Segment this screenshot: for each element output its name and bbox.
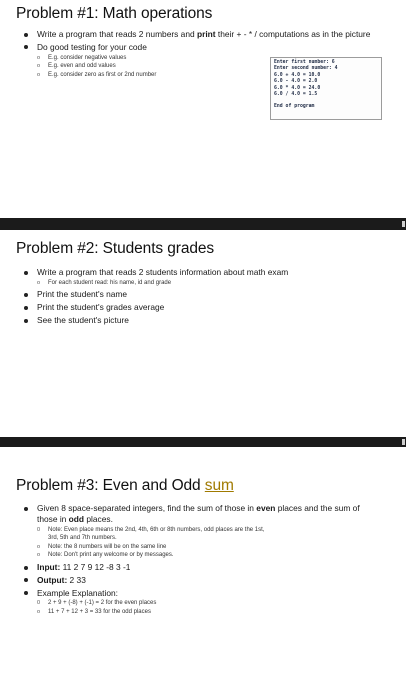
sub-even-odd: o E.g. even and odd values <box>37 62 267 71</box>
slide-1 <box>0 0 406 218</box>
slide-1-title: Problem #1: Math operations <box>16 5 213 22</box>
console-output <box>270 57 382 120</box>
sub-zero: o E.g. consider zero as first or 2nd number <box>37 71 267 80</box>
slide-3-bullets <box>23 503 379 619</box>
bullet-print-average: Print the student's grades average <box>23 302 383 313</box>
console-footer: End of program <box>274 104 315 110</box>
bullet-write-program: Write a program that reads 2 numbers and print their + - * / computations as in the picture <box>23 29 375 40</box>
console-line: 6.0 * 4.0 = 24.0 <box>274 85 321 91</box>
slide-3 <box>0 447 406 697</box>
sub-read-fields: o For each student read: his name, id and grade <box>37 279 383 288</box>
bullet-testing: Do good testing for your code o E.g. consider negative values o E.g. even and odd values o E.g. consider zero as first or 2nd number <box>23 42 267 80</box>
bullet-read-students: Write a program that reads 2 students information about math exam o For each student read: his name, id and grade <box>23 267 383 287</box>
slide-2-bullets <box>23 267 383 328</box>
console-line: Enter first number: 6 <box>274 60 335 65</box>
slide-divider <box>0 437 406 447</box>
console-line: 6.0 - 4.0 = 2.0 <box>274 79 318 85</box>
bullet-example: Example Explanation: 0 2 + 9 + (-8) + (-1) = 2 for the even places o 11 + 7 + 12 + 3 = 33 for the odd places <box>23 588 379 617</box>
slide-2-title: Problem #2: Students grades <box>16 240 215 257</box>
bullet-see-picture: See the student's picture <box>23 315 383 326</box>
testing-subbullets <box>37 54 267 80</box>
bullet-input: Input: 11 2 7 9 12 -8 3 -1 <box>23 562 379 573</box>
console-line: 6.0 / 4.0 = 1.5 <box>274 92 318 98</box>
example-odd-sum: o 11 + 7 + 12 + 3 = 33 for the odd places <box>37 608 379 617</box>
bullet-print-name: Print the student's name <box>23 289 383 300</box>
note-even-places: 0 Note: Even place means the 2nd, 4th, 6th or 8th numbers, odd places are the 1st, 3rd, 5th and 7th numbers. <box>37 526 267 543</box>
example-subbullets <box>37 599 379 616</box>
console-line: 6.0 + 4.0 = 10.0 <box>274 72 321 78</box>
sub-negative: o E.g. consider negative values <box>37 54 267 63</box>
note-no-messages: o Note: Don't print any welcome or by messages. <box>37 551 267 560</box>
slide-2 <box>0 230 406 437</box>
note-same-line: o Note: the 8 numbers will be on the same line <box>37 543 267 552</box>
console-line: Enter second number: 4 <box>274 66 338 72</box>
notes-subbullets <box>37 526 267 560</box>
bullet-given-integers: Given 8 space-separated integers, find the sum of those in even places and the sum of those in odd places. 0 Note: Even place means the 2nd, 4th, 6th or 8th numbers, odd places are the 1st, 3rd, 5th and 7th numbers. o Note: the 8 numbers will be on the same line o Note: Don't print any welcome or by messages. <box>23 503 379 560</box>
read-subbullets <box>37 279 383 288</box>
example-even-sum: 0 2 + 9 + (-8) + (-1) = 2 for the even places <box>37 599 379 608</box>
slide-divider <box>0 218 406 230</box>
title-sum-link: sum <box>204 477 234 494</box>
bullet-output: Output: 2 33 <box>23 575 379 586</box>
slide-3-title: Problem #3: Even and Odd sum <box>16 477 234 494</box>
